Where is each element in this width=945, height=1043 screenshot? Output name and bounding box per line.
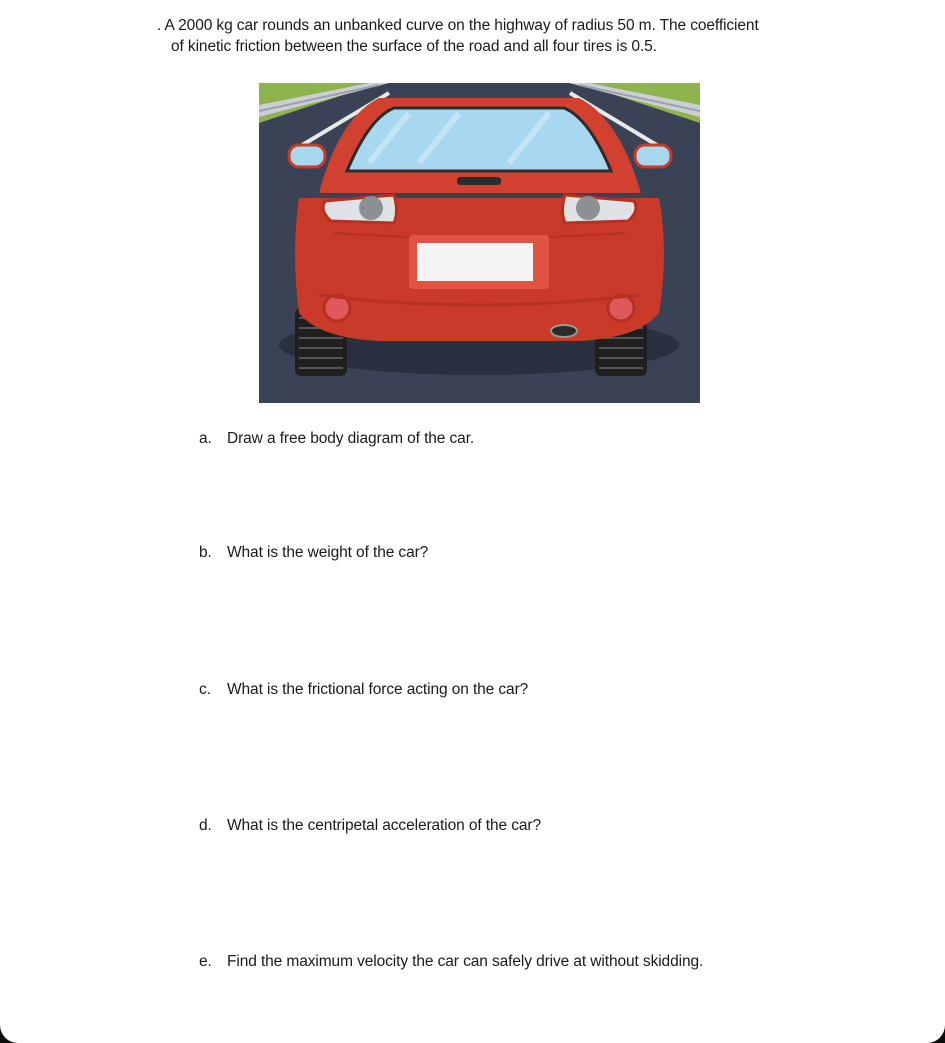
question-label: d.	[199, 817, 212, 834]
question-text: Find the maximum velocity the car can safely drive at without skidding.	[227, 953, 704, 970]
question-text: Draw a free body diagram of the car.	[227, 430, 475, 447]
question-text: What is the frictional force acting on the car?	[227, 681, 529, 698]
question-label: e.	[199, 953, 212, 970]
question-d	[199, 817, 541, 835]
question-c	[199, 681, 528, 699]
car-rear-view-icon	[259, 83, 700, 403]
problem-line-1: . A 2000 kg car rounds an unbanked curve on the highway of radius 50 m. The coefficient	[157, 17, 759, 34]
question-b	[199, 544, 428, 562]
problem-line-2: of kinetic friction between the surface of the road and all four tires is 0.5.	[171, 38, 657, 55]
car-illustration	[259, 83, 700, 403]
question-label: a.	[199, 430, 212, 447]
question-a	[199, 430, 474, 448]
question-text: What is the centripetal acceleration of the car?	[227, 817, 541, 834]
question-label: c.	[199, 681, 211, 698]
question-text: What is the weight of the car?	[227, 544, 429, 561]
question-e	[199, 953, 703, 971]
question-label: b.	[199, 544, 212, 561]
problem-statement	[157, 15, 857, 57]
